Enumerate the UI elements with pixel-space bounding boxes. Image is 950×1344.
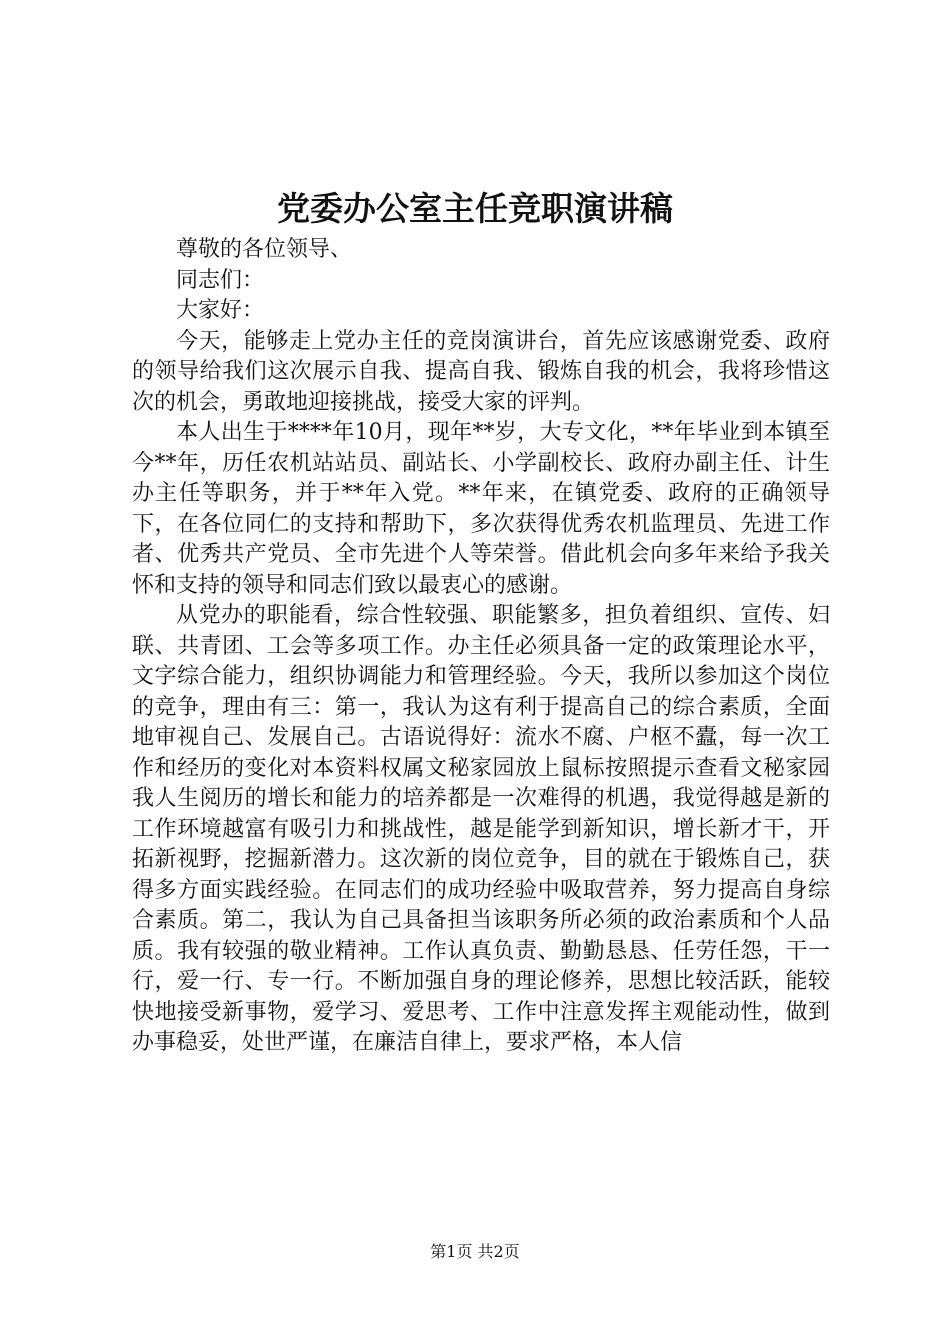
paragraph-opening: 今天，能够走上党办主任的竞岗演讲台，首先应该感谢党委、政府的领导给我们这次展示自我、提高自我、锻炼自我的机会，我将珍惜这次的机会，勇敢地迎接挑战，接受大家的评判。 xyxy=(132,328,830,415)
salutation-comrades: 同志们： xyxy=(176,267,265,293)
salutation-leaders: 尊敬的各位领导、 xyxy=(176,237,353,262)
greeting: 大家好： xyxy=(176,298,265,323)
paragraph-reasons: 从党办的职能看，综合性较强、职能繁多，担负着组织、宣传、妇联、共青团、工会等多项工作。办主任必须具备一定的政策理论水平，文字综合能力，组织协调能力和管理经验。今天，我所以参加这个岗位的竞争，理由有三：第一，我认为这有利于提高自己的综合素质，全面地审视自己、发展自己。古语说得好：流水不腐、户枢不蠹，每一次工作和经历的变化对本资料权属文秘家园放上鼠标按照提示查看文秘家园我人生阅历的增长和能力的培养都是一次难得的机遇，我觉得越是新的工作环境越富有吸引力和挑战性，越是能学到新知识，增长新才干，开拓新视野，挖掘新潜力。这次新的岗位竞争，目的就在于锻炼自己，获得多方面实践经验。在同志们的成功经验中吸取营养，努力提高自身综合素质。第二，我认为自己具备担当该职务所必须的政治素质和个人品质。我有较强的敬业精神。工作认真负责、勤勤恳恳、任劳任怨，干一行，爱一行、专一行。不断加强自身的理论修养，思想比较活跃，能较快地接受新事物，爱学习、爱思考、工作中注意发挥主观能动性，做到办事稳妥，处世严谨，在廉洁自律上，要求严格，本人信 xyxy=(132,603,830,1055)
document-title: 党委办公室主任竞职演讲稿 xyxy=(277,189,673,228)
document-body xyxy=(132,235,830,1059)
paragraph-background: 本人出生于****年10月，现年**岁，大专文化，**年毕业到本镇至今**年，历任农机站站员、副站长、小学副校长、政府办副主任、计生办主任等职务，并于**年入党。**年来，在镇党委、政府的正确领导下，在各位同仁的支持和帮助下，多次获得优秀农机监理员、先进工作者、优秀共产党员、全市先进个人等荣誉。借此机会向多年来给予我关怀和支持的领导和同志们致以最衷心的感谢。 xyxy=(132,420,830,598)
page-footer: 第1页 共2页 xyxy=(430,1242,520,1261)
